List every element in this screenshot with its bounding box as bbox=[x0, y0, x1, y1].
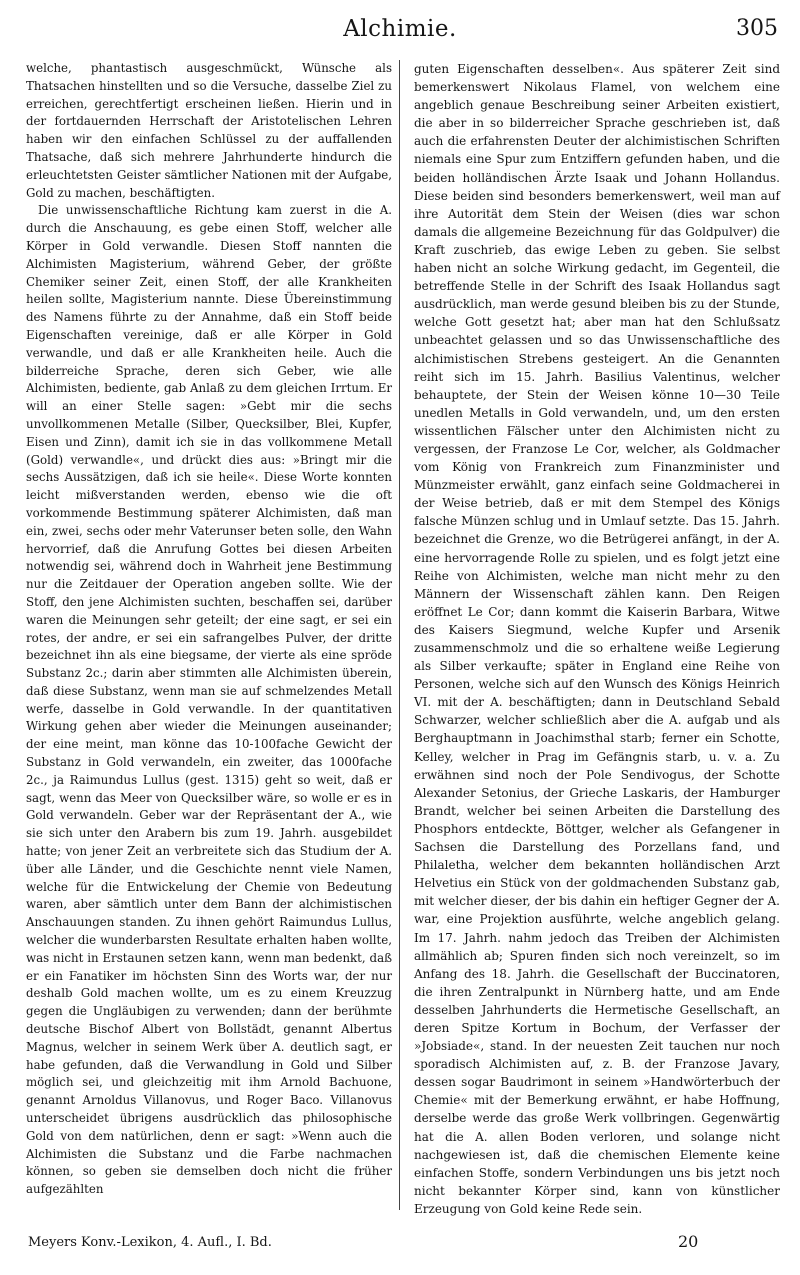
left-column bbox=[26, 60, 392, 1199]
signature-mark: 20 bbox=[678, 1232, 699, 1251]
column-divider bbox=[399, 60, 400, 1210]
paragraph: guten Eigenschaften desselben«. Aus späterer Zeit sind bemerkenswert Nikolaus Flamel, von welchem eine angeblich genaue Beschreibung seiner Arbeiten existiert, die aber in so bilderreicher Sprache geschrieben ist, daß auch die erfahrensten Deuter der alchimistischen Schriften niemals eine Spur zum Entziffern gefunden haben, und die beiden holländischen Ärzte Isaak und Johann Hollandus. Diese beiden sind besonders bemerkenswert, weil man auf ihre Autorität dem Stein der Weisen (dies war schon damals die allgemeine Bezeichnung für das Goldpulver) die Kraft zuschrieb, das ewige Leben zu geben. Sie selbst haben nicht an solche Wirkung gedacht, im Gegenteil, die betreffende Stelle in der Schrift des Isaak Hollandus sagt ausdrücklich, man werde gesund bleiben bis zu der Stunde, welche Gott gesetzt hat; aber man hat den Schlußsatz unbeachtet gelassen und so das Unwissenschaftliche des alchimistischen Strebens gesteigert. An die Genannten reiht sich im 15. Jahrh. Basilius Valentinus, welcher behauptete, der Stein der Weisen könne 10—30 Teile unedlen Metalls in Gold verwandeln, und, um den ersten wissentlichen Fälscher unter den Alchimisten nicht zu vergessen, der Franzose Le Cor, welcher, als Goldmacher vom König von Frankreich zum Finanzminister und Münzmeister erwählt, ganz einfach seine Goldmacherei in der Weise betrieb, daß er mit dem Stempel des Königs falsche Münzen schlug und in Umlauf setzte. Das 15. Jahrh. bezeichnet die Grenze, wo die Betrügerei anfängt, in der A. eine hervorragende Rolle zu spielen, und es folgt jetzt eine Reihe von Alchimisten, welche man nicht mehr zu den Männern der Wissenschaft zählen kann. Den Reigen eröffnet Le Cor; dann kommt die Kaiserin Barbara, Witwe des Kaisers Siegmund, welche Kupfer und Arsenik zusammenschmolz und die so erhaltene weiße Legierung als Silber verkaufte; später in England eine Reihe von Personen, welche sich auf den Wunsch des Königs Heinrich VI. mit der A. beschäftigten; dann in Deutschland Sebald Schwarzer, welcher schließlich aber die A. aufgab und als Berghauptmann in Joachimsthal starb; ferner ein Schotte, Kelley, welcher in Prag im Gefängnis starb, u. v. a. Zu erwähnen sind noch der Pole Sendivogus, der Schotte Alexander Setonius, der Grieche Laskaris, der Hamburger Brandt, welcher bei seinen Arbeiten die Darstellung des Phosphors entdeckte, Böttger, welcher als Gefangener in Sachsen die Darstellung des Porzellans fand, und Philaletha, welcher dem bekannten holländischen Arzt Helvetius ein Stück von der goldmachenden Substanz gab, mit welcher dieser, der bis dahin ein heftiger Gegner der A. war, eine Projektion ausführte, welche angeblich gelang. Im 17. Jahrh. nahm jedoch das Treiben der Alchimisten allmählich ab; Spuren finden sich noch vereinzelt, so im Anfang des 18. Jahrh. die Gesellschaft der Buccinatoren, die ihren Zentralpunkt in Nürnberg hatte, und am Ende desselben Jahrhunderts die Hermetische Gesellschaft, an deren Spitze Kortum in Bochum, der Verfasser der »Jobsiade«, stand. In der neuesten Zeit tauchen nur noch sporadisch Alchimisten auf, z. B. der Franzose Javary, dessen sogar Baudrimont in seinem »Handwörterbuch der Chemie« mit der Bemerkung erwähnt, er habe Hoffnung, derselbe werde das große Werk vollbringen. Gegenwärtig hat die A. allen Boden verloren, und solange nicht nachgewiesen ist, daß die chemischen Elemente keine einfachen Stoffe, sondern Verbindungen uns bis jetzt noch nicht bekannter Körper sind, kann von künstlicher Erzeugung von Gold keine Rede sein. bbox=[414, 62, 780, 1216]
paragraph: welche, phantastisch ausgeschmückt, Wünsche als Thatsachen hinstellten und so die Versuche, dasselbe Ziel zu erreichen, gerechtfertigt erscheinen ließen. Hierin und in der fortdauernden Herrschaft der Aristotelischen Lehren haben wir den einfachen Schlüssel zu der auffallenden Thatsache, daß sich mehrere Jahrhunderte hindurch die erleuchtetsten Geister sämtlicher Nationen mit der Aufgabe, Gold zu machen, beschäftigten. bbox=[26, 61, 392, 200]
right-column bbox=[414, 60, 780, 1218]
running-title: Alchimie. bbox=[343, 16, 457, 42]
page-number: 305 bbox=[736, 16, 778, 41]
page-header bbox=[0, 0, 800, 52]
footer-source: Meyers Konv.-Lexikon, 4. Aufl., I. Bd. bbox=[28, 1235, 272, 1250]
page-footer bbox=[28, 1232, 772, 1258]
paragraph: Die unwissenschaftliche Richtung kam zuerst in die A. durch die Anschauung, es gebe einen Stoff, welcher alle Körper in Gold verwandle. Diesen Stoff nannten die Alchimisten Magisterium, während Geber, der größte Chemiker seiner Zeit, einen Stoff, der alle Krankheiten heilen sollte, Magisterium nannte. Diese Übereinstimmung des Namens führte zu der Annahme, daß ein Stoff beide Eigenschaften vereinige, daß er alle Körper in Gold verwandle, und daß er alle Krankheiten heile. Auch die bilderreiche Sprache, deren sich Geber, wie alle Alchimisten, bediente, gab Anlaß zu dem gleichen Irrtum. Er will an einer Stelle sagen: »Gebt mir die sechs unvollkommenen Metalle (Silber, Quecksilber, Blei, Kupfer, Eisen und Zinn), damit ich sie in das vollkommene Metall (Gold) verwandle«, und drückt dies aus: »Bringt mir die sechs Aussätzigen, daß ich sie heile«. Diese Worte konnten leicht mißverstanden werden, ebenso wie die oft vorkommende Bestimmung späterer Alchimisten, daß man ein, zwei, sechs oder mehr Vaterunser beten solle, den Wahn hervorrief, daß die Anrufung Gottes bei diesen Arbeiten notwendig sei, während doch in Wahrheit jene Bestimmung nur die Zeitdauer der Operation angeben sollte. Wie der Stoff, den jene Alchimisten suchten, beschaffen sei, darüber waren die Meinungen sehr geteilt; der eine sagt, er sei ein rotes, der andre, er sei ein safrangelbes Pulver, der dritte bezeichnet ihn als eine biegsame, der vierte als eine spröde Substanz 2c.; darin aber stimmten alle Alchimisten überein, daß diese Substanz, wenn man sie auf schmelzendes Metall werfe, dasselbe in Gold verwandle. In der quantitativen Wirkung gehen aber wieder die Meinungen auseinander; der eine meint, man könne das 10-100fache Gewicht der Substanz in Gold verwandeln, ein zweiter, das 1000fache 2c., ja Raimundus Lullus (gest. 1315) geht so weit, daß er sagt, wenn das Meer von Quecksilber wäre, so wolle er es in Gold verwandeln. Geber war der Repräsentant der A., wie sie sich unter den Arabern bis zum 19. Jahrh. ausgebildet hatte; von jener Zeit an verbreitete sich das Studium der A. über alle Länder, und die Geschichte nennt viele Namen, welche für die Entwickelung der Chemie von Bedeutung waren, aber sämtlich unter dem Bann der alchimistischen Anschauungen standen. Zu ihnen gehört Raimundus Lullus, welcher die wunderbarsten Resultate erhalten haben wollte, was nicht in Erstaunen setzen kann, wenn man bedenkt, daß er ein Fanatiker im höchsten Sinn des Worts war, der nur deshalb Gold machen wollte, um es zu einem Kreuzzug gegen die Ungläubigen zu verwenden; dann der berühmte deutsche Bischof Albert von Bollstädt, genannt Albertus Magnus, welcher in seinem Werk über A. deutlich sagt, er habe gefunden, daß die Verwandlung in Gold und Silber möglich sei, und gleichzeitig mit ihm Arnold Bachuone, genannt Arnoldus Villanovus, und Roger Baco. Villanovus unterscheidet übrigens ausdrücklich das philosophische Gold von dem natürlichen, denn er sagt: »Wenn auch die Alchimisten die Substanz und die Farbe nachmachen können, so geben sie demselben doch nicht die früher aufgezählten bbox=[26, 203, 392, 1197]
